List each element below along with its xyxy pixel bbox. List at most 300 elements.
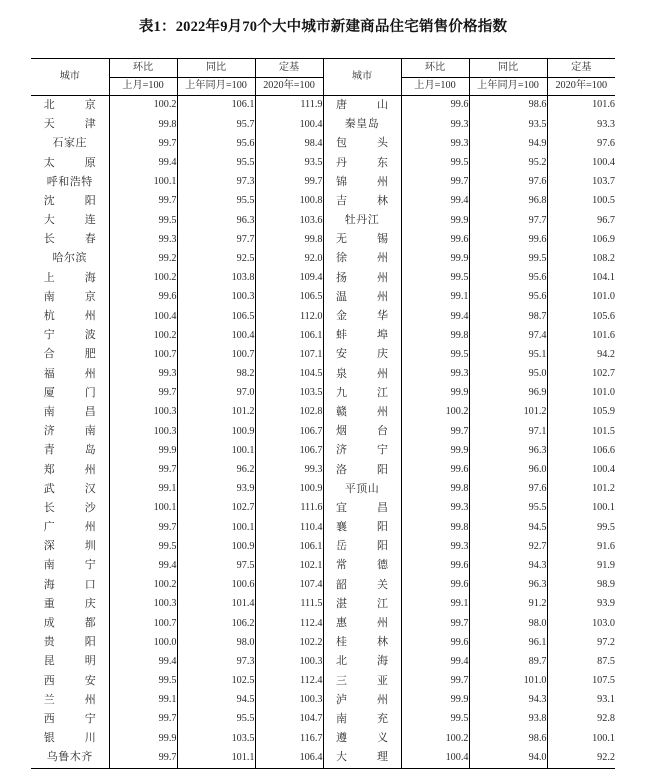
city-name-left: 天津	[43, 118, 96, 131]
value-yoy-left: 95.5	[177, 192, 255, 211]
value-mom-right: 99.1	[401, 288, 469, 307]
value-mom-right: 99.3	[401, 115, 469, 134]
city-name-left: 长沙	[43, 501, 96, 514]
value-yoy-right: 96.0	[469, 461, 547, 480]
value-yoy-right: 93.8	[469, 710, 547, 729]
value-base-right: 91.9	[547, 557, 615, 576]
value-base-right: 93.3	[547, 115, 615, 134]
city-name-left: 海口	[43, 578, 96, 591]
value-base-left: 106.5	[255, 288, 323, 307]
city-name-left: 西安	[43, 674, 96, 687]
value-base-left: 100.4	[255, 115, 323, 134]
value-mom-right: 100.2	[401, 729, 469, 748]
value-mom-left: 99.7	[109, 748, 177, 768]
value-yoy-left: 100.1	[177, 518, 255, 537]
value-mom-left: 100.2	[109, 326, 177, 345]
value-yoy-right: 101.0	[469, 672, 547, 691]
value-yoy-left: 95.5	[177, 154, 255, 173]
city-name-left: 南昌	[43, 405, 96, 418]
value-base-right: 100.1	[547, 729, 615, 748]
value-base-left: 92.0	[255, 250, 323, 269]
value-base-right: 93.9	[547, 595, 615, 614]
value-yoy-right: 97.1	[469, 422, 547, 441]
value-mom-left: 100.1	[109, 499, 177, 518]
value-base-left: 106.4	[255, 748, 323, 768]
value-base-right: 106.9	[547, 230, 615, 249]
value-yoy-left: 106.1	[177, 96, 255, 116]
value-yoy-left: 103.8	[177, 269, 255, 288]
value-mom-right: 99.6	[401, 557, 469, 576]
city-name-left: 太原	[43, 156, 96, 169]
table-row	[31, 461, 615, 480]
table-row	[31, 365, 615, 384]
city-name-right: 徐州	[323, 250, 401, 269]
price-index-table	[31, 58, 615, 769]
city-name-left: 成都	[43, 617, 96, 630]
value-yoy-right: 96.3	[469, 576, 547, 595]
value-mom-right: 99.1	[401, 595, 469, 614]
table-row	[31, 326, 615, 345]
value-mom-right: 99.3	[401, 134, 469, 153]
value-mom-right: 99.5	[401, 345, 469, 364]
table-row	[31, 691, 615, 710]
city-name-right: 岳阳	[323, 537, 401, 556]
value-base-right: 105.9	[547, 403, 615, 422]
value-mom-right: 99.6	[401, 96, 469, 116]
value-yoy-left: 100.1	[177, 441, 255, 460]
value-yoy-right: 97.7	[469, 211, 547, 230]
column-subheader-mom-right: 上月=100	[401, 78, 469, 96]
value-yoy-left: 101.1	[177, 748, 255, 768]
value-base-right: 102.7	[547, 365, 615, 384]
value-yoy-right: 95.1	[469, 345, 547, 364]
value-mom-left: 99.5	[109, 211, 177, 230]
table-row	[31, 614, 615, 633]
city-name-left: 重庆	[43, 597, 96, 610]
table-row	[31, 729, 615, 748]
value-mom-right: 99.3	[401, 365, 469, 384]
value-yoy-left: 98.2	[177, 365, 255, 384]
value-mom-left: 99.3	[109, 365, 177, 384]
value-yoy-left: 97.7	[177, 230, 255, 249]
city-name-left: 南宁	[43, 559, 96, 572]
city-name-right: 烟台	[323, 422, 401, 441]
table-row	[31, 403, 615, 422]
value-mom-right: 99.5	[401, 269, 469, 288]
city-name-right: 大理	[323, 748, 401, 768]
value-yoy-left: 102.7	[177, 499, 255, 518]
value-base-left: 102.2	[255, 633, 323, 652]
value-base-right: 92.8	[547, 710, 615, 729]
value-base-right: 107.5	[547, 672, 615, 691]
value-base-left: 106.1	[255, 537, 323, 556]
value-yoy-right: 93.5	[469, 115, 547, 134]
value-base-left: 109.4	[255, 269, 323, 288]
value-mom-left: 99.1	[109, 691, 177, 710]
city-name-left: 南京	[43, 290, 96, 303]
value-mom-left: 99.9	[109, 729, 177, 748]
city-name-right: 襄阳	[323, 518, 401, 537]
value-yoy-left: 100.9	[177, 422, 255, 441]
value-base-left: 99.7	[255, 173, 323, 192]
value-base-right: 99.5	[547, 518, 615, 537]
value-mom-right: 99.7	[401, 614, 469, 633]
table-row	[31, 134, 615, 153]
value-base-left: 100.8	[255, 192, 323, 211]
column-header-city-left: 城市	[31, 59, 109, 96]
value-yoy-right: 94.3	[469, 557, 547, 576]
city-name-right: 无锡	[323, 230, 401, 249]
value-mom-left: 99.5	[109, 672, 177, 691]
value-base-right: 100.5	[547, 192, 615, 211]
city-name-right: 九江	[323, 384, 401, 403]
value-mom-right: 99.6	[401, 461, 469, 480]
city-name-left: 厦门	[43, 386, 96, 399]
table-row	[31, 192, 615, 211]
value-base-left: 106.7	[255, 441, 323, 460]
city-name-left: 杭州	[43, 310, 96, 323]
city-name-left: 昆明	[43, 655, 96, 668]
value-yoy-left: 106.2	[177, 614, 255, 633]
page-title: 表1：2022年9月70个大中城市新建商品住宅销售价格指数	[138, 19, 508, 35]
value-base-left: 99.8	[255, 230, 323, 249]
table-row	[31, 748, 615, 768]
city-name-left: 哈尔滨	[52, 252, 87, 265]
value-mom-right: 99.9	[401, 211, 469, 230]
table-row	[31, 633, 615, 652]
value-mom-left: 99.8	[109, 115, 177, 134]
table-row	[31, 422, 615, 441]
value-mom-left: 99.5	[109, 537, 177, 556]
column-header-city-right: 城市	[323, 59, 401, 96]
value-mom-left: 100.0	[109, 633, 177, 652]
value-base-left: 106.1	[255, 326, 323, 345]
value-mom-left: 100.7	[109, 345, 177, 364]
value-mom-left: 99.7	[109, 710, 177, 729]
column-header-base-left: 定基	[255, 59, 323, 78]
value-yoy-right: 99.6	[469, 230, 547, 249]
value-yoy-left: 97.0	[177, 384, 255, 403]
city-name-right: 洛阳	[323, 461, 401, 480]
value-base-right: 103.7	[547, 173, 615, 192]
value-mom-right: 99.7	[401, 672, 469, 691]
value-base-right: 94.2	[547, 345, 615, 364]
value-base-left: 104.7	[255, 710, 323, 729]
value-yoy-right: 98.7	[469, 307, 547, 326]
city-name-right: 三亚	[323, 672, 401, 691]
value-mom-right: 99.4	[401, 192, 469, 211]
table-row	[31, 499, 615, 518]
value-yoy-left: 92.5	[177, 250, 255, 269]
value-yoy-right: 98.6	[469, 96, 547, 116]
value-mom-left: 100.1	[109, 173, 177, 192]
city-name-left: 青岛	[43, 444, 96, 457]
column-header-yoy-left: 同比	[177, 59, 255, 78]
value-mom-right: 99.9	[401, 384, 469, 403]
value-base-left: 100.3	[255, 691, 323, 710]
value-base-left: 106.7	[255, 422, 323, 441]
table-row	[31, 345, 615, 364]
value-mom-left: 99.4	[109, 154, 177, 173]
value-mom-right: 99.5	[401, 710, 469, 729]
table-row	[31, 384, 615, 403]
value-mom-left: 99.2	[109, 250, 177, 269]
value-mom-right: 99.9	[401, 250, 469, 269]
city-name-left: 武汉	[43, 482, 96, 495]
value-base-right: 91.6	[547, 537, 615, 556]
value-yoy-right: 96.3	[469, 441, 547, 460]
city-name-right: 湛江	[323, 595, 401, 614]
city-name-left: 郑州	[43, 463, 96, 476]
city-name-right: 安庆	[323, 345, 401, 364]
table-head	[31, 59, 615, 96]
value-mom-right: 99.4	[401, 652, 469, 671]
header-group-row	[31, 59, 615, 78]
value-base-right: 100.1	[547, 499, 615, 518]
city-name-right: 桂林	[323, 633, 401, 652]
city-name-left: 石家庄	[52, 137, 87, 150]
city-name-right: 蚌埠	[323, 326, 401, 345]
value-base-left: 98.4	[255, 134, 323, 153]
value-base-right: 101.5	[547, 422, 615, 441]
value-yoy-right: 94.3	[469, 691, 547, 710]
value-yoy-right: 94.0	[469, 748, 547, 768]
table-row	[31, 154, 615, 173]
city-name-right: 惠州	[323, 614, 401, 633]
city-name-right: 丹东	[323, 154, 401, 173]
value-base-left: 102.8	[255, 403, 323, 422]
table-row	[31, 557, 615, 576]
value-yoy-left: 95.5	[177, 710, 255, 729]
value-yoy-left: 103.5	[177, 729, 255, 748]
value-base-right: 101.0	[547, 288, 615, 307]
city-name-right: 秦皇岛	[323, 115, 401, 134]
value-base-left: 104.5	[255, 365, 323, 384]
value-mom-left: 99.7	[109, 192, 177, 211]
value-mom-right: 100.2	[401, 403, 469, 422]
table-row	[31, 672, 615, 691]
city-name-right: 济宁	[323, 441, 401, 460]
value-base-right: 96.7	[547, 211, 615, 230]
table-row	[31, 652, 615, 671]
city-name-left: 兰州	[43, 693, 96, 706]
value-base-left: 107.1	[255, 345, 323, 364]
city-name-left: 广州	[43, 521, 96, 534]
table-row	[31, 441, 615, 460]
city-name-left: 合肥	[43, 348, 96, 361]
value-mom-left: 99.4	[109, 557, 177, 576]
table-row	[31, 96, 615, 116]
table-row	[31, 250, 615, 269]
value-mom-left: 100.4	[109, 307, 177, 326]
table-row	[31, 595, 615, 614]
value-base-right: 105.6	[547, 307, 615, 326]
value-mom-left: 99.7	[109, 461, 177, 480]
value-mom-right: 99.8	[401, 480, 469, 499]
value-base-left: 112.4	[255, 672, 323, 691]
value-yoy-right: 95.6	[469, 288, 547, 307]
column-subheader-yoy-left: 上年同月=100	[177, 78, 255, 96]
city-name-right: 唐山	[323, 96, 401, 116]
table-row	[31, 518, 615, 537]
value-base-left: 103.6	[255, 211, 323, 230]
value-mom-left: 100.3	[109, 403, 177, 422]
value-mom-left: 99.9	[109, 441, 177, 460]
value-yoy-left: 101.4	[177, 595, 255, 614]
city-name-left: 福州	[43, 367, 96, 380]
city-name-left: 沈阳	[43, 194, 96, 207]
value-mom-right: 99.8	[401, 326, 469, 345]
value-mom-left: 99.7	[109, 518, 177, 537]
value-mom-right: 99.3	[401, 499, 469, 518]
value-yoy-left: 98.0	[177, 633, 255, 652]
value-base-right: 101.2	[547, 480, 615, 499]
value-base-right: 97.6	[547, 134, 615, 153]
value-mom-right: 99.9	[401, 691, 469, 710]
value-yoy-left: 97.5	[177, 557, 255, 576]
table-row	[31, 115, 615, 134]
table-row	[31, 211, 615, 230]
table-row	[31, 307, 615, 326]
column-header-mom-left: 环比	[109, 59, 177, 78]
value-mom-left: 100.7	[109, 614, 177, 633]
value-mom-right: 99.7	[401, 422, 469, 441]
value-mom-left: 100.2	[109, 269, 177, 288]
value-base-left: 103.5	[255, 384, 323, 403]
value-base-right: 98.9	[547, 576, 615, 595]
value-yoy-left: 94.5	[177, 691, 255, 710]
city-name-right: 锦州	[323, 173, 401, 192]
city-name-right: 平顶山	[323, 480, 401, 499]
value-yoy-right: 97.6	[469, 480, 547, 499]
value-yoy-right: 96.9	[469, 384, 547, 403]
value-base-right: 101.0	[547, 384, 615, 403]
city-name-right: 赣州	[323, 403, 401, 422]
table-row	[31, 288, 615, 307]
table-body	[31, 96, 615, 769]
table-row	[31, 710, 615, 729]
value-mom-left: 99.4	[109, 652, 177, 671]
value-base-right: 92.2	[547, 748, 615, 768]
city-name-right: 泉州	[323, 365, 401, 384]
table-row	[31, 537, 615, 556]
city-name-right: 吉林	[323, 192, 401, 211]
city-name-right: 北海	[323, 652, 401, 671]
value-base-right: 100.4	[547, 461, 615, 480]
column-subheader-base-left: 2020年=100	[255, 78, 323, 96]
value-yoy-right: 96.8	[469, 192, 547, 211]
value-base-left: 112.0	[255, 307, 323, 326]
column-subheader-base-right: 2020年=100	[547, 78, 615, 96]
city-name-right: 遵义	[323, 729, 401, 748]
table-row	[31, 230, 615, 249]
value-mom-left: 99.7	[109, 384, 177, 403]
city-name-right: 扬州	[323, 269, 401, 288]
value-yoy-right: 99.5	[469, 250, 547, 269]
value-base-left: 107.4	[255, 576, 323, 595]
value-base-right: 93.1	[547, 691, 615, 710]
value-yoy-left: 96.3	[177, 211, 255, 230]
value-yoy-right: 98.6	[469, 729, 547, 748]
value-base-left: 93.5	[255, 154, 323, 173]
table-row	[31, 480, 615, 499]
value-mom-right: 99.5	[401, 154, 469, 173]
value-mom-right: 99.4	[401, 307, 469, 326]
city-name-right: 牡丹江	[323, 211, 401, 230]
city-name-left: 上海	[43, 271, 96, 284]
city-name-left: 宁波	[43, 329, 96, 342]
value-base-left: 112.4	[255, 614, 323, 633]
value-mom-left: 100.3	[109, 422, 177, 441]
value-yoy-right: 92.7	[469, 537, 547, 556]
value-mom-left: 100.2	[109, 576, 177, 595]
value-mom-left: 100.2	[109, 96, 177, 116]
value-base-right: 97.2	[547, 633, 615, 652]
value-base-right: 108.2	[547, 250, 615, 269]
value-yoy-right: 97.6	[469, 173, 547, 192]
table-row	[31, 269, 615, 288]
value-yoy-left: 106.5	[177, 307, 255, 326]
column-header-mom-right: 环比	[401, 59, 469, 78]
value-yoy-left: 100.3	[177, 288, 255, 307]
value-yoy-right: 95.0	[469, 365, 547, 384]
value-yoy-left: 97.3	[177, 173, 255, 192]
value-yoy-right: 91.2	[469, 595, 547, 614]
city-name-left: 北京	[43, 98, 96, 111]
value-mom-right: 99.9	[401, 441, 469, 460]
value-base-left: 100.9	[255, 480, 323, 499]
value-base-left: 99.3	[255, 461, 323, 480]
city-name-left: 深圳	[43, 540, 96, 553]
value-yoy-right: 95.5	[469, 499, 547, 518]
city-name-left: 济南	[43, 425, 96, 438]
value-yoy-left: 96.2	[177, 461, 255, 480]
value-mom-right: 99.6	[401, 576, 469, 595]
value-mom-right: 99.3	[401, 537, 469, 556]
value-base-left: 110.4	[255, 518, 323, 537]
price-index-table-container	[31, 58, 615, 769]
city-name-left: 大连	[43, 214, 96, 227]
city-name-right: 金华	[323, 307, 401, 326]
value-base-left: 111.6	[255, 499, 323, 518]
column-header-base-right: 定基	[547, 59, 615, 78]
value-mom-left: 99.6	[109, 288, 177, 307]
city-name-left: 乌鲁木齐	[31, 748, 109, 768]
city-name-right: 南充	[323, 710, 401, 729]
value-base-right: 87.5	[547, 652, 615, 671]
value-base-right: 101.6	[547, 96, 615, 116]
city-name-right: 常德	[323, 557, 401, 576]
table-row	[31, 173, 615, 192]
value-base-right: 104.1	[547, 269, 615, 288]
value-yoy-right: 101.2	[469, 403, 547, 422]
city-name-right: 泸州	[323, 691, 401, 710]
value-mom-left: 99.3	[109, 230, 177, 249]
value-yoy-left: 97.3	[177, 652, 255, 671]
city-name-right: 宜昌	[323, 499, 401, 518]
value-base-left: 111.9	[255, 96, 323, 116]
value-yoy-left: 100.9	[177, 537, 255, 556]
value-yoy-right: 94.5	[469, 518, 547, 537]
city-name-left: 贵阳	[43, 636, 96, 649]
value-yoy-right: 89.7	[469, 652, 547, 671]
value-base-right: 103.0	[547, 614, 615, 633]
city-name-left: 呼和浩特	[46, 175, 93, 188]
value-mom-right: 100.4	[401, 748, 469, 768]
value-yoy-left: 102.5	[177, 672, 255, 691]
city-name-left: 西宁	[43, 712, 96, 725]
city-name-right: 温州	[323, 288, 401, 307]
